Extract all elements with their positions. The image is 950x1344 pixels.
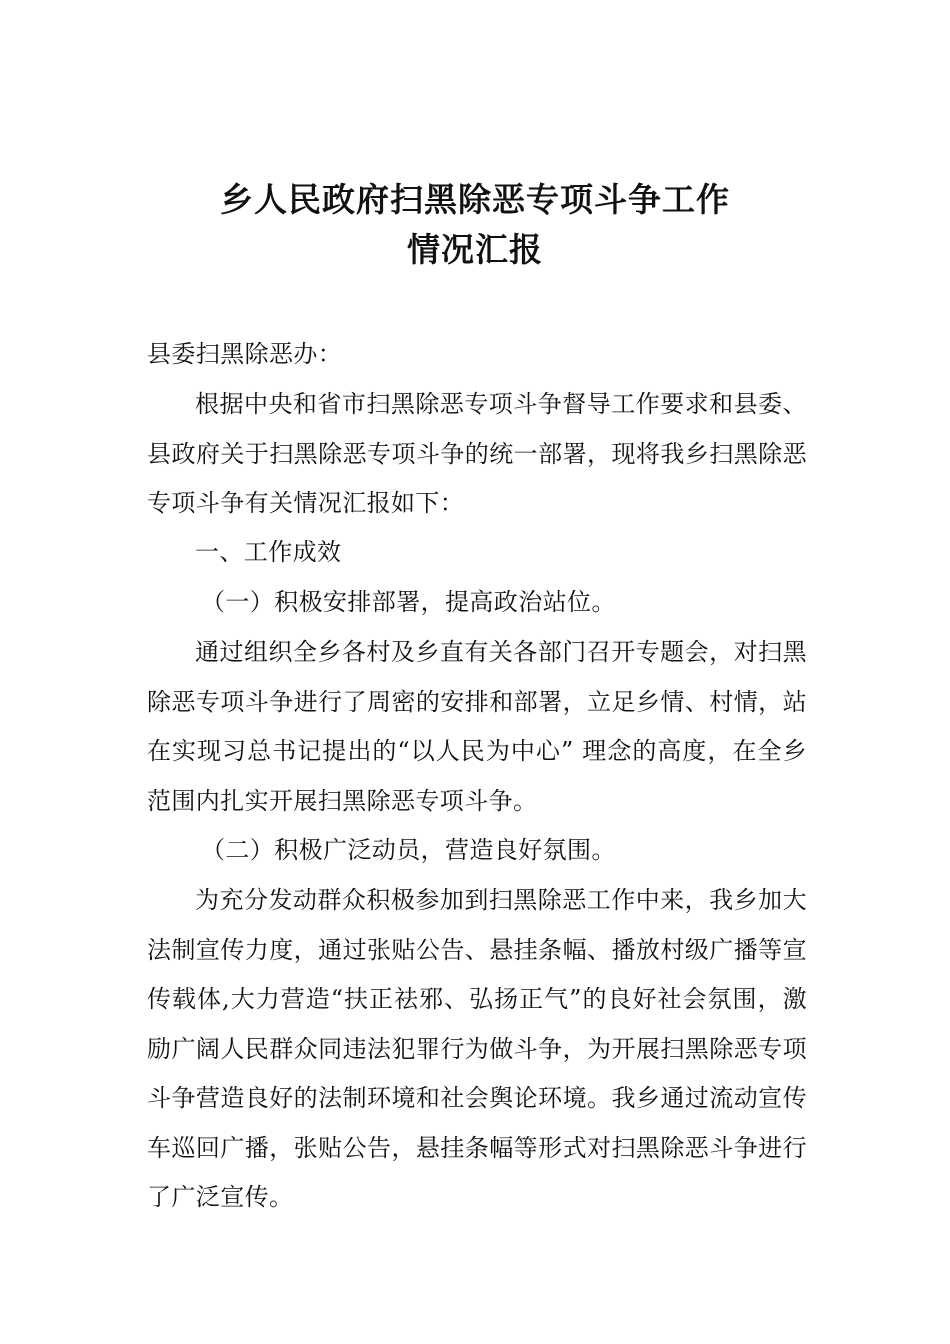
salutation: 县委扫黑除恶办： [147,340,343,368]
subsection-2-paragraph: 为充分发动群众积极参加到扫黑除恶工作中来，我乡加大法制宣传力度，通过张贴公告、悬挂条幅、播放村级广播等宣传载体,大力营造“扶正祛邪、弘扬正气”的良好社会氛围，激励广阔人民群众同违法犯罪行为做斗争，为开展扫黑除恶专项斗争营造良好的法制环境和社会舆论环境。我乡通过流动宣传车巡回广播，张贴公告，悬挂条幅等形式对扫黑除恶斗争进行了广泛宣传。 [147,886,807,1211]
subsection-heading-2: （二）积极广泛动员，营造良好氛围。 [201,836,616,864]
intro-paragraph: 根据中央和省市扫黑除恶专项斗争督导工作要求和县委、县政府关于扫黑除恶专项斗争的统一部署，现将我乡扫黑除恶专项斗争有关情况汇报如下： [147,390,807,517]
section-heading-1: 一、工作成效 [195,538,342,566]
subsection-1-paragraph: 通过组织全乡各村及乡直有关各部门召开专题会，对扫黑除恶专项斗争进行了周密的安排和部署，立足乡情、村情，站在实现习总书记提出的“以人民为中心” 理念的高度，在全乡范围内扎实开展扫黑除恶专项斗争。 [147,638,807,815]
subsection-heading-1: （一）积极安排部署，提高政治站位。 [201,588,616,616]
document-title-line-2: 情况汇报 [407,230,543,269]
document-title-line-1: 乡人民政府扫黑除恶专项斗争工作 [220,180,730,219]
